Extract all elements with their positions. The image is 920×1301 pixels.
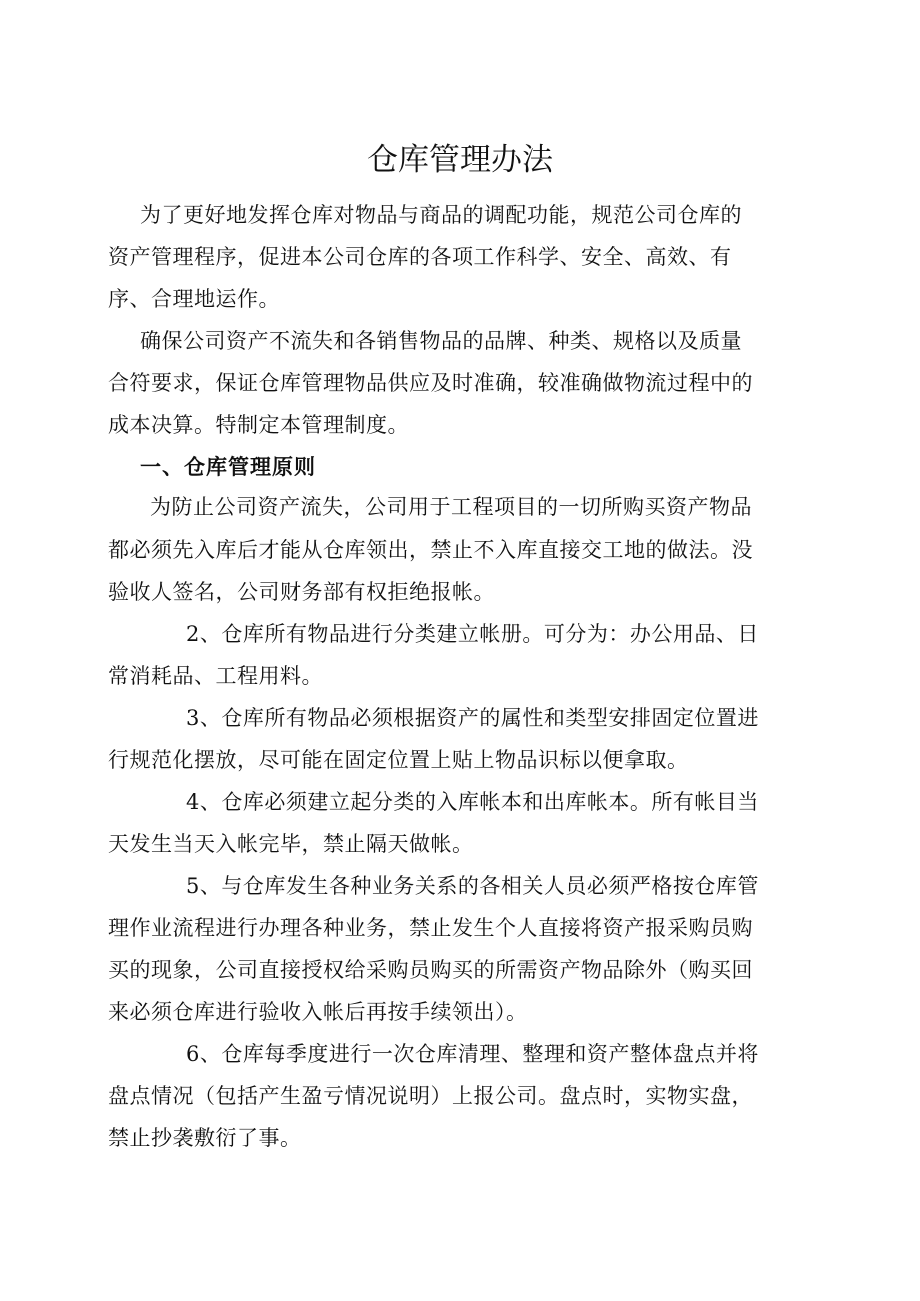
item6-line-1: 6、仓库每季度进行一次仓库清理、整理和资产整体盘点并将 <box>186 1042 759 1066</box>
document-title: 仓库管理办法 <box>367 142 553 178</box>
item1-line-2: 都必须先入库后才能从仓库领出，禁止不入库直接交工地的做法。没 <box>108 538 753 562</box>
item6-line-3: 禁止抄袭敷衍了事。 <box>108 1126 302 1150</box>
intro-p2-line-1: 确保公司资产不流失和各销售物品的品牌、种类、规格以及质量 <box>140 329 742 353</box>
item5-line-2: 理作业流程进行办理各种业务，禁止发生个人直接将资产报采购员购 <box>108 916 753 940</box>
item2-line-2: 常消耗品、工程用料。 <box>108 664 323 688</box>
item5-line-4: 来必须仓库进行验收入帐后再按手续领出）。 <box>108 1000 528 1024</box>
item3-line-1: 3、仓库所有物品必须根据资产的属性和类型安排固定位置进 <box>186 706 759 730</box>
item5-line-1: 5、与仓库发生各种业务关系的各相关人员必须严格按仓库管 <box>186 874 759 898</box>
intro-p2-line-2: 合符要求，保证仓库管理物品供应及时准确，较准确做物流过程中的 <box>108 371 753 395</box>
item6-line-2: 盘点情况（包括产生盈亏情况说明）上报公司。盘点时，实物实盘， <box>108 1084 753 1108</box>
item2-line-1: 2、仓库所有物品进行分类建立帐册。可分为：办公用品、日 <box>186 622 759 646</box>
item1-line-1: 为防止公司资产流失，公司用于工程项目的一切所购买资产物品 <box>150 495 752 519</box>
item5-line-3: 买的现象，公司直接授权给采购员购买的所需资产物品除外（购买回 <box>108 958 753 982</box>
intro-p1-line-3: 序、合理地运作。 <box>108 287 280 311</box>
intro-p1-line-2: 资产管理程序，促进本公司仓库的各项工作科学、安全、高效、有 <box>108 245 732 269</box>
item1-line-3: 验收人签名，公司财务部有权拒绝报帐。 <box>108 580 495 604</box>
item3-line-2: 行规范化摆放，尽可能在固定位置上贴上物品识标以便拿取。 <box>108 748 689 772</box>
item4-line-2: 天发生当天入帐完毕，禁止隔天做帐。 <box>108 832 474 856</box>
intro-p1-line-1: 为了更好地发挥仓库对物品与商品的调配功能，规范公司仓库的 <box>140 203 742 227</box>
section-heading: 一、仓库管理原则 <box>140 455 316 479</box>
item4-line-1: 4、仓库必须建立起分类的入库帐本和出库帐本。所有帐目当 <box>186 790 759 814</box>
intro-p2-line-3: 成本决算。特制定本管理制度。 <box>108 413 409 437</box>
